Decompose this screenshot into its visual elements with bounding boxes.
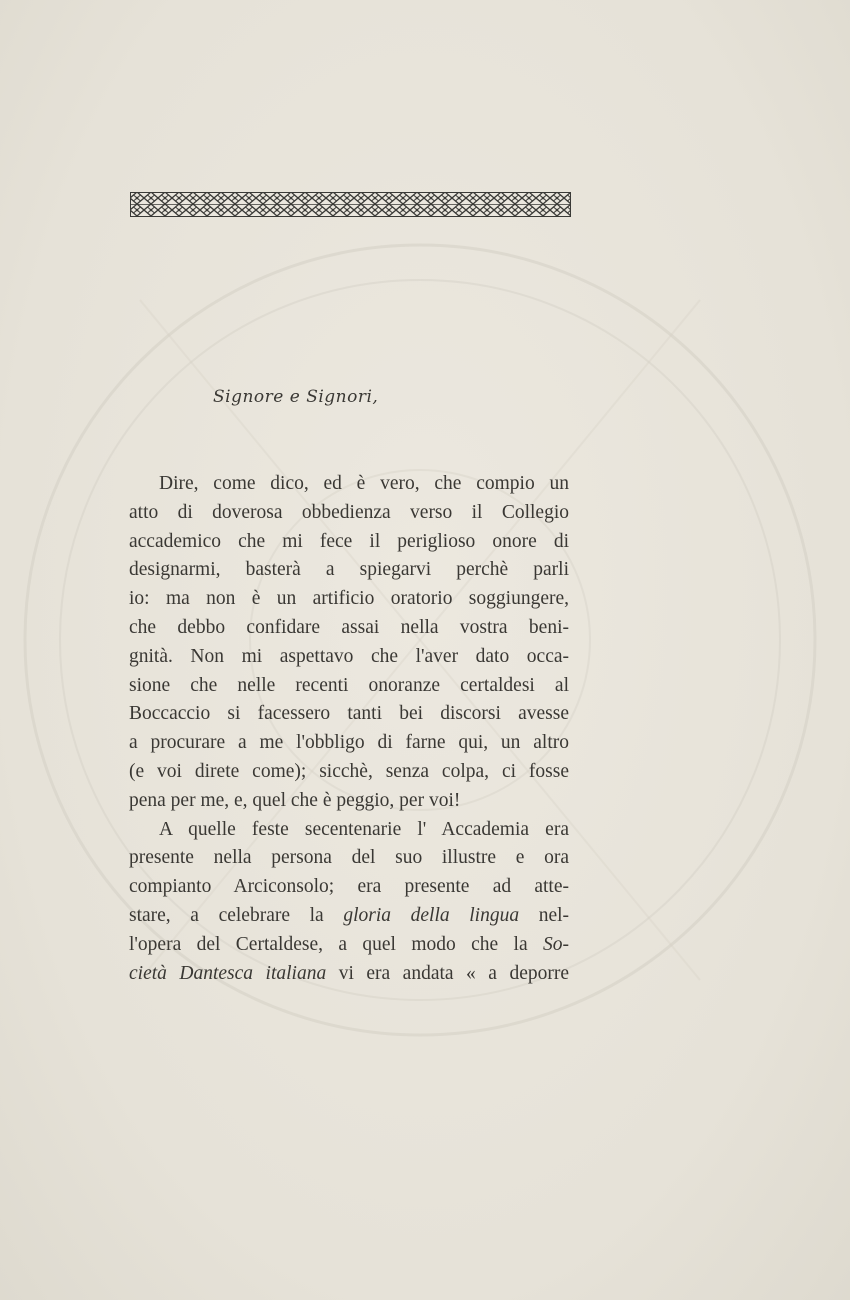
text-line: [129, 873, 569, 902]
text-line: [129, 614, 569, 643]
italic-phrase: gloria della lingua: [343, 904, 520, 926]
text-line: [129, 643, 569, 672]
text-segment: io: ma non è un artificio oratorio soggiungere,: [129, 588, 569, 610]
text-line: [129, 758, 569, 787]
text-segment: A quelle feste secentenarie l' Accademia era: [159, 818, 569, 840]
text-segment: gnità. Non mi aspettavo che l'aver dato occa-: [129, 645, 569, 667]
salutation-heading: Signore e Signori,: [213, 387, 379, 407]
text-line: [129, 528, 569, 557]
body-text: [129, 470, 569, 988]
text-segment: presente nella persona del suo illustre e ora: [129, 847, 569, 869]
text-segment: pena per me, e, quel che è peggio, per voi!: [129, 789, 461, 811]
text-line: [129, 729, 569, 758]
text-line: [129, 960, 569, 989]
text-segment: l'opera del Certaldese, a quel modo che la: [129, 933, 543, 955]
text-segment: a procurare a me l'obbligo di farne qui, un altro: [129, 732, 569, 754]
text-segment: accademico che mi fece il periglioso onore di: [129, 530, 569, 552]
text-line: [129, 844, 569, 873]
text-line: [129, 470, 569, 499]
italic-phrase: So-: [543, 933, 569, 955]
text-segment: Dire, come dico, ed è vero, che compio un: [159, 473, 569, 494]
text-segment: Boccaccio si facessero tanti bei discorsi avesse: [129, 703, 569, 725]
text-line: [129, 931, 569, 960]
text-segment: (e voi direte come); sicchè, senza colpa, ci fosse: [129, 760, 569, 782]
text-segment: che debbo confidare assai nella vostra beni-: [129, 616, 569, 638]
decorative-header-band: [130, 192, 571, 217]
text-line: [129, 902, 569, 931]
text-segment: compianto Arciconsolo; era presente ad atte-: [129, 876, 569, 898]
text-line: [129, 499, 569, 528]
italic-phrase: cietà Dantesca italiana: [129, 962, 327, 984]
text-line: [129, 585, 569, 614]
text-segment: sione che nelle recenti onoranze certaldesi al: [129, 674, 569, 696]
text-segment: nel-: [519, 904, 570, 926]
text-line: [129, 672, 569, 701]
text-segment: atto di doverosa obbedienza verso il Collegio: [129, 501, 569, 523]
text-line: [129, 787, 569, 816]
text-line: [129, 816, 569, 845]
text-segment: vi era andata « a deporre: [326, 962, 570, 984]
text-line: [129, 700, 569, 729]
text-line: [129, 556, 569, 585]
text-segment: designarmi, basterà a spiegarvi perchè parli: [129, 559, 569, 581]
text-segment: stare, a celebrare la: [129, 904, 344, 926]
